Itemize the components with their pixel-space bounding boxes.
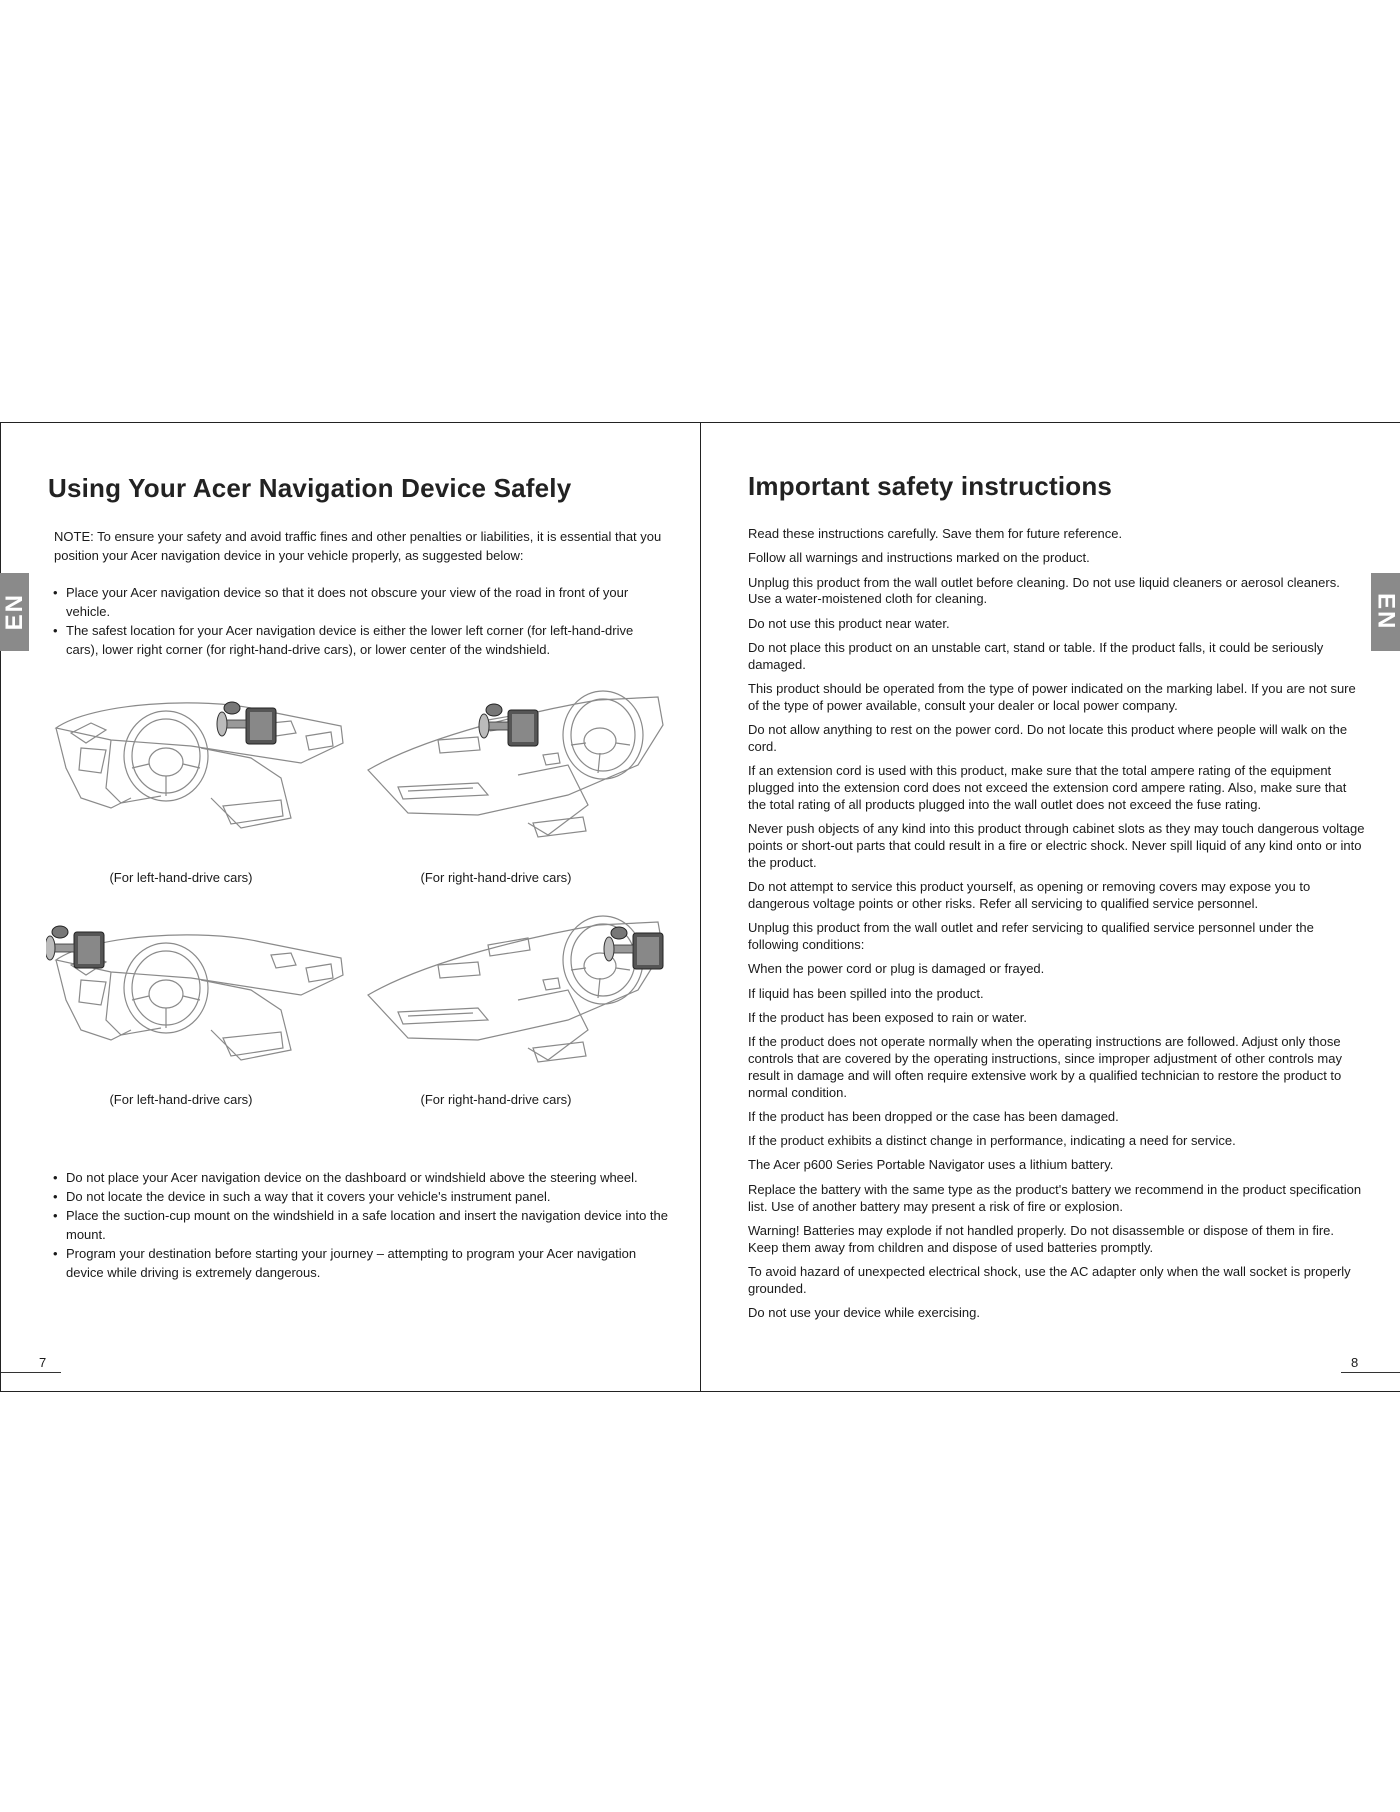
caption-rhd-1: (For right-hand-drive cars) [420,870,572,885]
page-number-7: 7 [39,1355,47,1370]
page-number-rule [1,1372,61,1373]
illustration-rhd-top [363,685,673,847]
list-item: • Do not locate the device in such a way that it covers your vehicle's instrument panel. [53,1187,673,1206]
safety-paragraph: Unplug this product from the wall outlet and refer servicing to qualified service personnel under the following conditions: [748,920,1314,952]
caption-rhd-2: (For right-hand-drive cars) [420,1092,572,1107]
language-tab-label: EN [0,593,28,631]
list-item: • Place the suction-cup mount on the windshield in a safe location and insert the navigation device into the mount. [53,1206,673,1244]
safety-instructions [748,526,1366,1329]
note-text: NOTE: To ensure your safety and avoid traffic fines and other penalties or liabilities, it is essential that you position your Acer navigation device in your vehicle properly, as suggested below: [54,529,662,563]
safety-paragraph: Never push objects of any kind into this product through cabinet slots as they may touch dangerous voltage points or short-out parts that could result in a fire or electric shock. Never spill liquid of any kind onto or into the product. [748,821,1365,870]
right-page-title: Important safety instructions [748,471,1113,501]
safety-paragraph: Follow all warnings and instructions marked on the product. [748,550,1090,566]
right-page [701,423,1400,1391]
language-tab-left [0,573,29,651]
safety-paragraph: If the product has been dropped or the case has been damaged. [748,1108,1119,1124]
safety-paragraph: The Acer p600 Series Portable Navigator uses a lithium battery. [748,1157,1114,1173]
safety-paragraph: When the power cord or plug is damaged or frayed. [748,961,1045,977]
language-tab-right [1371,573,1400,651]
illustration-lhd-top [51,688,356,846]
safety-paragraph: If the product has been exposed to rain or water. [748,1009,1027,1025]
list-item: • Do not place your Acer navigation device on the dashboard or windshield above the steering wheel. [53,1168,673,1187]
safety-paragraph: Do not attempt to service this product yourself, as opening or removing covers may expose you to dangerous voltage points or other risks. Refer all servicing to qualified service personnel. [748,879,1311,911]
safety-paragraph: Replace the battery with the same type as the product's battery we recommend in the product specification list. Use of another battery may present a risk of fire or explosion. [748,1181,1362,1214]
safety-paragraph: Read these instructions carefully. Save them for future reference. [748,526,1123,541]
placement-bullet-list [53,583,665,659]
safety-paragraph: If an extension cord is used with this product, make sure that the total ampere rating of the equipment plugged into the extension cord does not exceed the extension cord ampere rating. Also, make sure that the total rating of all products plugged into the wall outlet does not exceed the fuse rating. [748,763,1347,812]
safety-paragraph: To avoid hazard of unexpected electrical shock, use the AC adapter only when the wall socket is properly grounded. [748,1263,1351,1296]
illustration-lhd-bottom [46,910,356,1070]
safety-paragraph: This product should be operated from the type of power indicated on the marking label. If you are not sure of the type of power available, consult your dealer or local power company. [748,681,1356,713]
usage-bullet-list [53,1168,673,1282]
safety-paragraph: Do not place this product on an unstable cart, stand or table. If the product falls, it could be seriously damaged. [748,639,1324,672]
safety-paragraph: If liquid has been spilled into the product. [748,985,984,1001]
manual-spread [0,422,1400,1392]
page-number-8: 8 [1351,1355,1359,1370]
caption-lhd-2: (For left-hand-drive cars) [109,1092,253,1107]
safety-paragraph: If the product exhibits a distinct change in performance, indicating a need for service. [748,1133,1236,1149]
list-item: • The safest location for your Acer navigation device is either the lower left corner (for left-hand-drive cars), lower right corner (for right-hand-drive cars), or lower center of the windshield. [53,621,665,659]
safety-paragraph: Do not use this product near water. [748,615,950,631]
language-tab-label: EN [1372,593,1400,631]
safety-paragraph: Do not use your device while exercising. [748,1304,980,1320]
list-item: • Place your Acer navigation device so that it does not obscure your view of the road in front of your vehicle. [53,583,665,621]
left-page-title: Using Your Acer Navigation Device Safely [48,473,572,503]
safety-paragraph: Unplug this product from the wall outlet before cleaning. Do not use liquid cleaners or aerosol cleaners. Use a water-moistened cloth for cleaning. [748,574,1340,607]
page-number-rule [1341,1372,1400,1373]
illustration-rhd-bottom [363,905,673,1070]
caption-lhd-1: (For left-hand-drive cars) [109,870,253,885]
safety-paragraph: Warning! Batteries may explode if not handled properly. Do not disassemble or dispose of them in fire. Keep them away from children and dispose of used batteries promptly. [748,1222,1335,1255]
safety-paragraph: Do not allow anything to rest on the power cord. Do not locate this product where people will walk on the cord. [748,722,1348,754]
safety-paragraph: If the product does not operate normally when the operating instructions are followed. Adjust only those controls that are covered by the operating instructions, since improper adjustment of other controls may result in damage and will often require extensive work by a qualified technician to restore the product to normal condition. [748,1034,1342,1100]
list-item: • Program your destination before starting your journey – attempting to program your Acer navigation device while driving is extremely dangerous. [53,1244,673,1282]
left-page [0,423,701,1391]
